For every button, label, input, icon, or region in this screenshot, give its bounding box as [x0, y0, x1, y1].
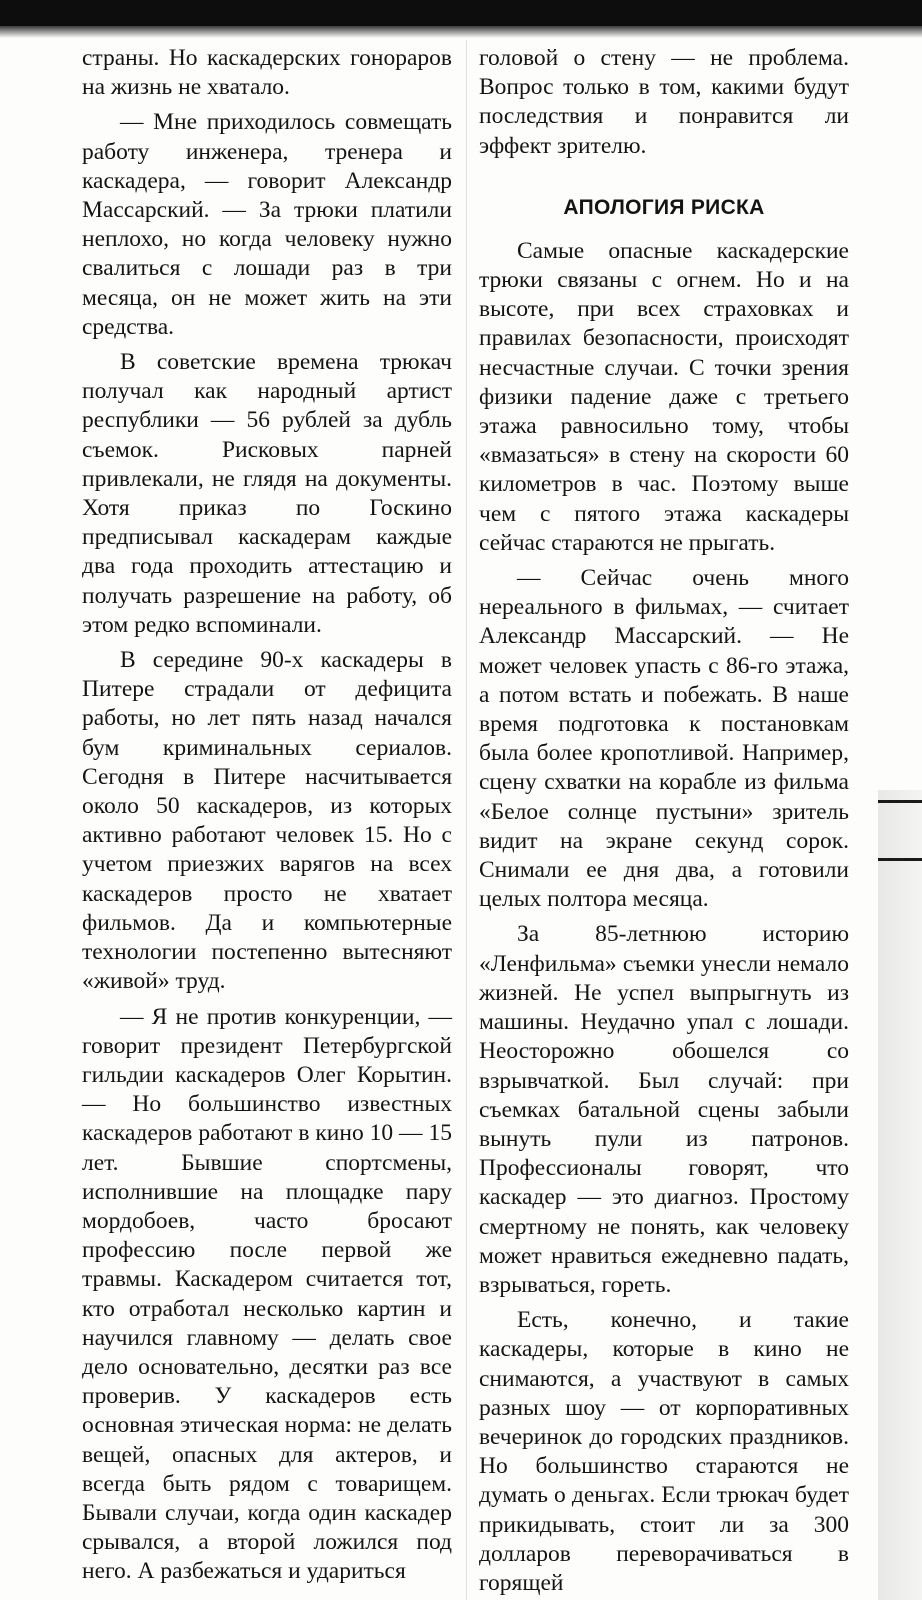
- sidebar-box-rule: [878, 858, 922, 861]
- paragraph: Есть, конечно, и такие каскадеры, которые в кино не снимаются, а участвуют в самых разных шоу — от корпоративных вечеринок до городских праздников. Но большинство стараются не думать о деньгах. Если трюкач будет прикидывать, стоит ли за 300 долларов переворачиваться в горящей: [479, 1307, 849, 1596]
- column2-body: [479, 237, 849, 1598]
- paragraph: — Сейчас очень много нереального в фильмах, — считает Александр Массарский. — Не может человек упасть с 86-го этажа, а потом встать и побежать. В наше время подготовка к постановкам была более кропотливой. Например, сцену схватки на корабле из фильма «Белое солнце пустыни» зритель видит на экране секунд сорок. Снимали ее дня два, а готовили целых полтора месяца.: [479, 565, 849, 913]
- scan-top-edge: [0, 0, 922, 26]
- paragraph: За 85-летнюю историю «Ленфильма» съемки унесли немало жизней. Не успел выпрыгнуть из машины. Неудачно упал с лошади. Неосторожно обошелся со взрывчаткой. Был случай: при съемках батальной сцены забыли вынуть пули из патронов. Профессионалы говорят, что каскадер — это диагноз. Простому смертному не понять, как человеку может нравиться ежедневно падать, взрываться, гореть.: [479, 921, 849, 1298]
- scan-top-shadow: [0, 26, 922, 38]
- paragraph: страны. Но каскадерских гонораров на жизнь не хватало.: [82, 45, 452, 101]
- column-divider: [466, 40, 467, 1600]
- paragraph: В середине 90-х каскадеры в Питере страдали от дефицита работы, но лет пять назад начался бум криминальных сериалов. Сегодня в Питере насчитывается около 50 каскадеров, из которых активно работают человек 15. Но с учетом приезжих варягов на всех каскадеров просто не хватает фильмов. Да и компьютерные технологии постепенно вытесняют «живой» труд.: [82, 647, 452, 995]
- paragraph: — Я не против конкуренции, — говорит президент Петербургской гильдии каскадеров Олег Корытин. — Но большинство известных каскадеров работают в кино 10 — 15 лет. Бывшие спортсмены, исполнившие на площадке пару мордобоев, часто бросают профессию после первой же травмы. Каскадером считается тот, кто отработал несколько картин и научился главному — делать свое дело основательно, десятки раз все проверив. У каскадеров есть основная этическая норма: не делать вещей, опасных для актеров, и всегда быть рядом с товарищем. Бывали случаи, когда один каскадер срывался, а второй ложился под него. А разбежаться и удариться: [82, 1003, 452, 1585]
- paragraph: Самые опасные каскадерские трюки связаны с огнем. Но и на высоте, при всех страховках и правилах безопасности, происходят несчастные случаи. С точки зрения физики падение даже с третьего этажа равносильно тому, чтобы «вмазаться» в стену на скорости 60 километров в час. Поэтому выше чем с пятого этажа каскадеры сейчас стараются не прыгать.: [479, 237, 849, 556]
- article-column-2: [479, 44, 849, 1598]
- column2-intro: головой о стену — не проблема. Вопрос только в том, какими будут последствия и понравится ли эффект зрителю.: [479, 45, 849, 159]
- sidebar-box-shade: [878, 790, 922, 1600]
- paragraph: В советские времена трюкач получал как народный артист республики — 56 рублей за дубль съемок. Рисковых парней привлекали, не глядя на документы. Хотя приказ по Госкино предписывал каскадерам каждые два года проходить аттестацию и получать разрешение на работу, об этом редко вспоминали.: [82, 349, 452, 638]
- sidebar-box-rule-top: [878, 800, 922, 803]
- article-column-1: [82, 44, 452, 1587]
- section-heading: АПОЛОГИЯ РИСКА: [563, 195, 765, 219]
- paragraph: — Мне приходилось совмещать работу инженера, тренера и каскадера, — говорит Александр Массарский. — За трюки платили неплохо, но когда человеку нужно свалиться с лошади раз в три месяца, он не может жить на эти средства.: [82, 109, 452, 340]
